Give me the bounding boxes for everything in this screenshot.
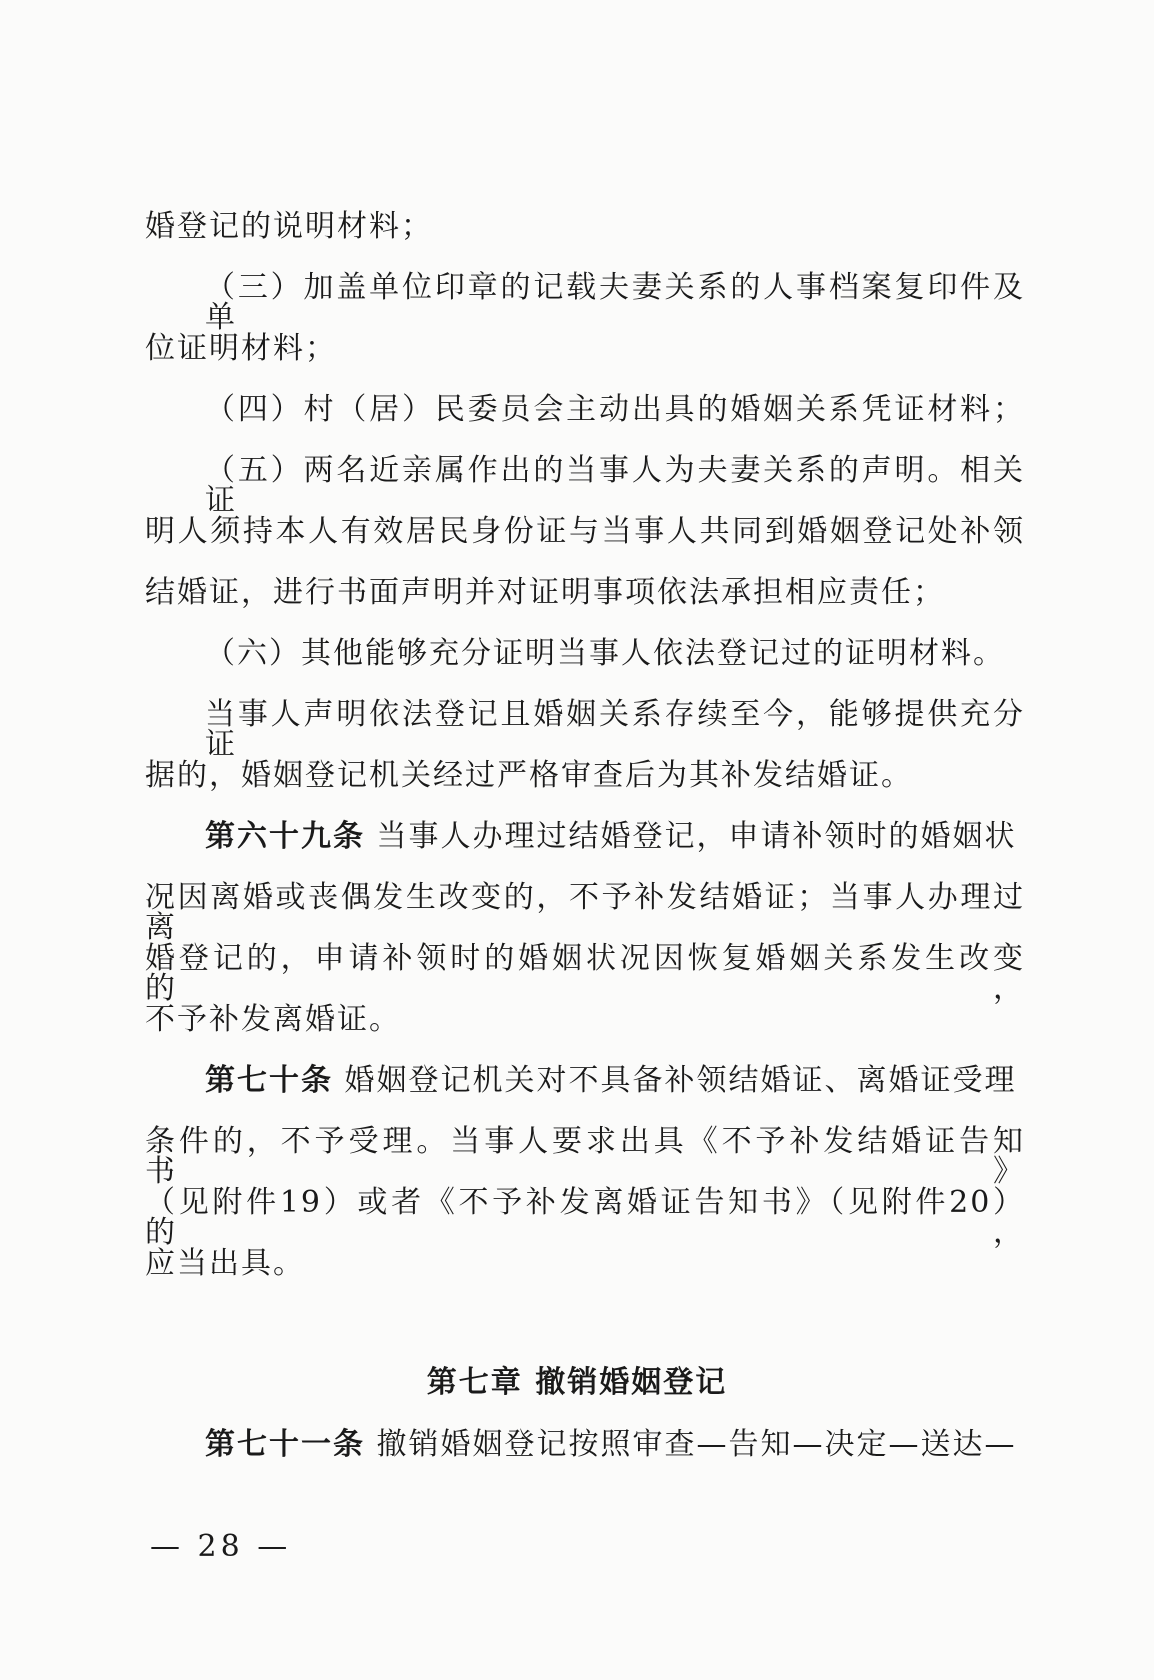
- chapter-title: 第七章 撤销婚姻登记: [426, 1365, 728, 1400]
- article-71-label: 第七十一条: [205, 1427, 365, 1462]
- text-line: （三）加盖单位印章的记载夫妻关系的人事档案复印件及单: [205, 270, 1025, 335]
- text-line: 据的，婚姻登记机关经过严格审查后为其补发结婚证。: [145, 758, 913, 793]
- text-line: 明人须持本人有效居民身份证与当事人共同到婚姻登记处补领: [145, 514, 1025, 549]
- text-line: （四）村（居）民委员会主动出具的婚姻关系凭证材料；: [205, 392, 1025, 427]
- text-line: 条件的，不予受理。当事人要求出具《不予补发结婚证告知书》: [145, 1124, 1025, 1189]
- text-line: 位证明材料；: [145, 331, 337, 366]
- text-line: 结婚证，进行书面声明并对证明事项依法承担相应责任；: [145, 575, 945, 610]
- text-line: 当事人声明依法登记且婚姻关系存续至今，能够提供充分证: [205, 697, 1025, 762]
- body-text: [145, 209, 1025, 1310]
- article-70-text: 婚姻登记机关对不具备补领结婚证、离婚证受理: [344, 1063, 1017, 1098]
- article-71: [145, 1427, 1025, 1491]
- article-69-text: 当事人办理过结婚登记，申请补领时的婚姻状: [376, 819, 1017, 854]
- page-number: — 28 —: [150, 1529, 292, 1564]
- article-70-first-line: [145, 1063, 1025, 1098]
- article-70-label: 第七十条: [205, 1063, 333, 1098]
- text-line: 应当出具。: [145, 1246, 305, 1281]
- text-line: （见附件19）或者《不予补发离婚证告知书》（见附件20）的，: [145, 1185, 1025, 1250]
- text-line: 况因离婚或丧偶发生改变的，不予补发结婚证；当事人办理过离: [145, 880, 1025, 945]
- text-line: （六）其他能够充分证明当事人依法登记过的证明材料。: [205, 636, 1005, 671]
- article-71-first-line: [145, 1427, 1025, 1462]
- text-line: 婚登记的，申请补领时的婚姻状况因恢复婚姻关系发生改变的，: [145, 941, 1025, 1006]
- text-line: （五）两名近亲属作出的当事人为夫妻关系的声明。相关证: [205, 453, 1025, 518]
- article-69-first-line: [145, 819, 1025, 854]
- text-line: 不予补发离婚证。: [145, 1002, 401, 1037]
- text-line: 婚登记的说明材料；: [145, 209, 433, 244]
- article-69-label: 第六十九条: [205, 819, 365, 854]
- article-71-text: 撤销婚姻登记按照审查—告知—决定—送达—: [376, 1427, 1017, 1462]
